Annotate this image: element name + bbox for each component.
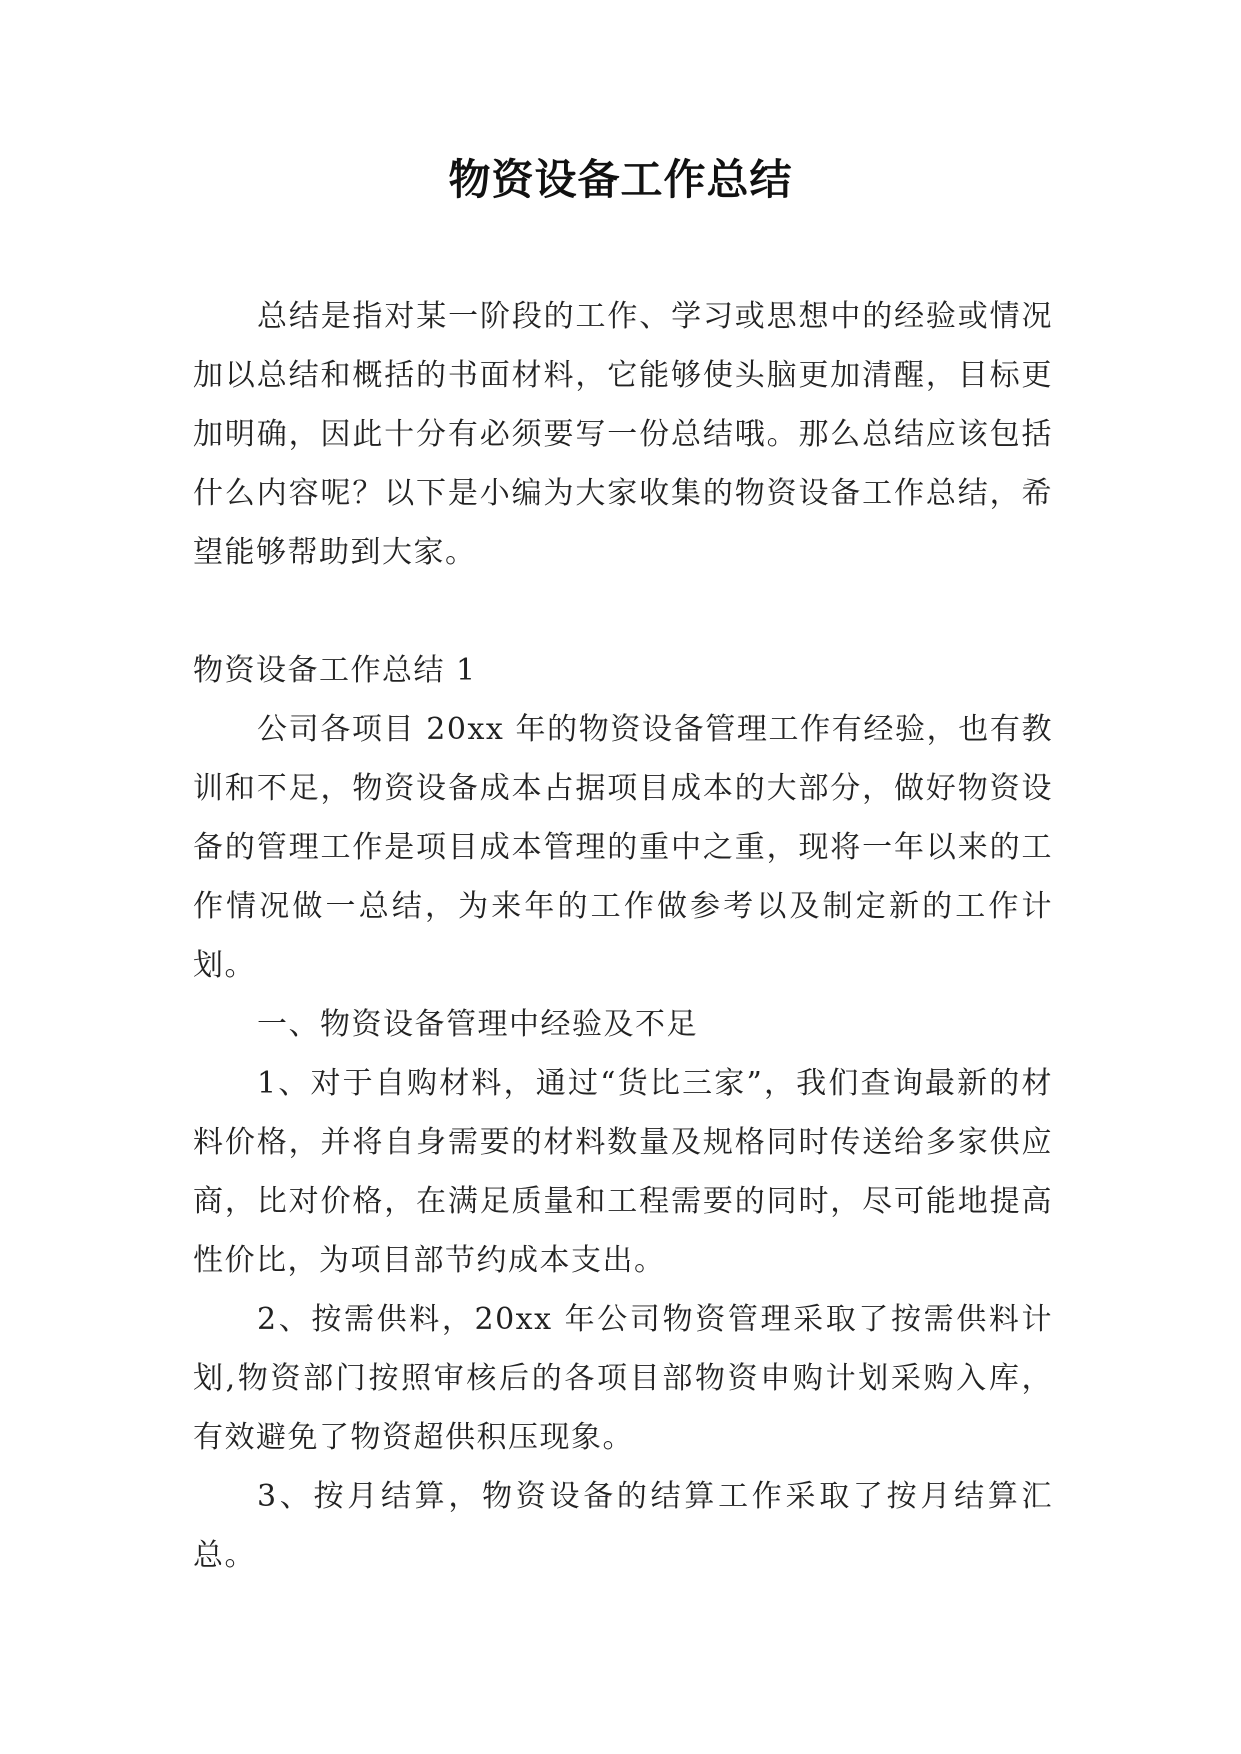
body-paragraph: 2、按需供料，20xx 年公司物资管理采取了按需供料计划,物资部门按照审核后的各项目部物资申购计划采购入库，有效避免了物资超供积压现象。 bbox=[193, 1302, 1053, 1455]
section-heading: 物资设备工作总结 1 bbox=[193, 653, 477, 688]
subsection-heading: 一、物资设备管理中经验及不足 bbox=[257, 1007, 698, 1042]
body-paragraph: 1、对于自购材料，通过“货比三家”，我们查询最新的材料价格，并将自身需要的材料数量及规格同时传送给多家供应商，比对价格，在满足质量和工程需要的同时，尽可能地提高性价比，为项目部节约成本支出。 bbox=[193, 1066, 1053, 1278]
body-paragraph: 3、按月结算，物资设备的结算工作采取了按月结算汇总。 bbox=[193, 1479, 1053, 1573]
document-title: 物资设备工作总结 bbox=[448, 155, 793, 204]
document-body bbox=[193, 287, 1053, 1585]
body-paragraph: 公司各项目 20xx 年的物资设备管理工作有经验，也有教训和不足，物资设备成本占据项目成本的大部分，做好物资设备的管理工作是项目成本管理的重中之重，现将一年以来的工作情况做一总结，为来年的工作做参考以及制定新的工作计划。 bbox=[193, 712, 1053, 983]
paragraph-spacer bbox=[193, 582, 1053, 641]
intro-paragraph: 总结是指对某一阶段的工作、学习或思想中的经验或情况加以总结和概括的书面材料，它能够使头脑更加清醒，目标更加明确，因此十分有必须要写一份总结哦。那么总结应该包括什么内容呢？以下是小编为大家收集的物资设备工作总结，希望能够帮助到大家。 bbox=[193, 299, 1053, 570]
